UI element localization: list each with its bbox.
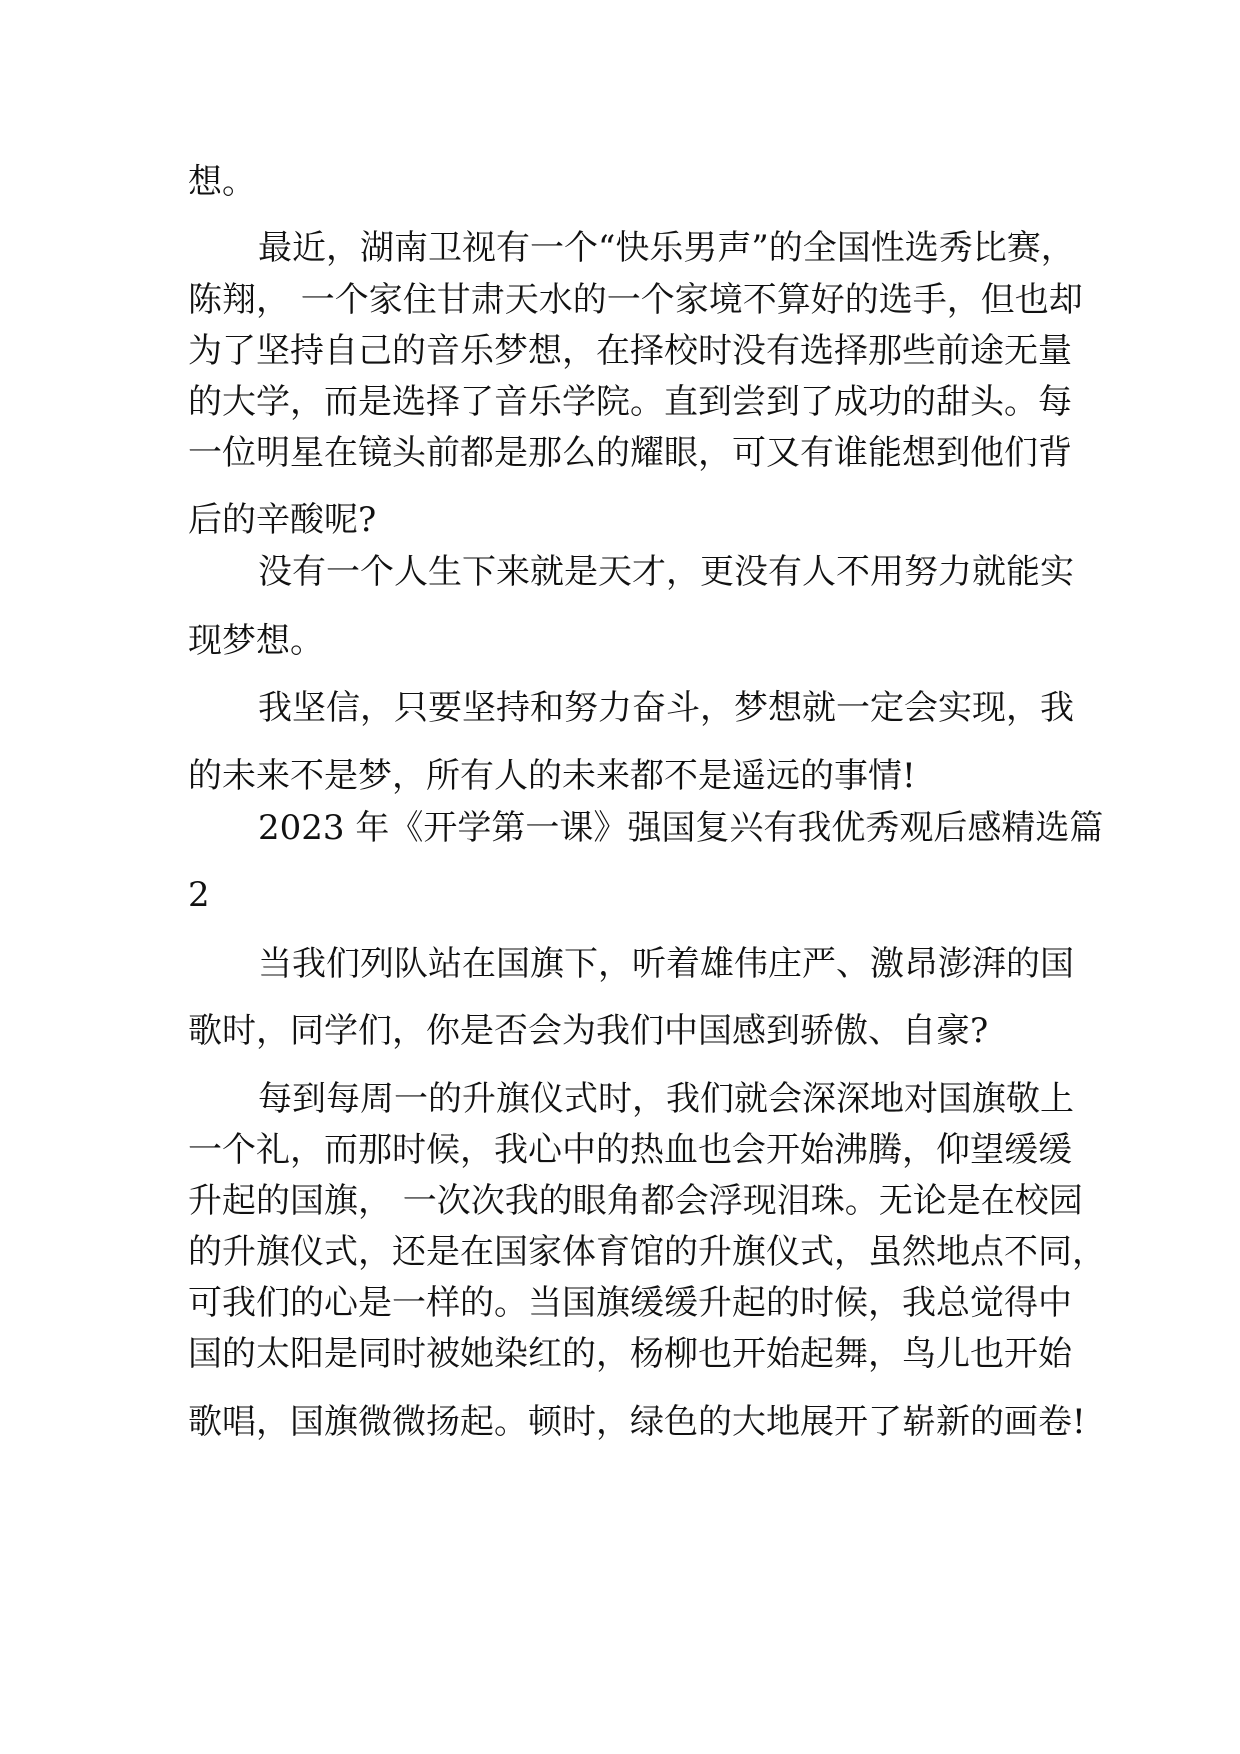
text-line: 为了坚持自己的音乐梦想，在择校时没有选择那些前途无量: [188, 331, 1072, 371]
text-line: 一位明星在镜头前都是那么的耀眼，可又有谁能想到他们背: [188, 433, 1072, 473]
section-heading-line: 2: [188, 875, 210, 915]
text-line: 歌时，同学们，你是否会为我们中国感到骄傲、自豪?: [188, 1011, 989, 1051]
section-heading-line: 2023 年《开学第一课》强国复兴有我优秀观后感精选篇: [258, 808, 1104, 848]
text-line: 歌唱，国旗微微扬起。顿时，绿色的大地展开了崭新的画卷!: [188, 1402, 1086, 1442]
text-line: 可我们的心是一样的。当国旗缓缓升起的时候，我总觉得中: [188, 1283, 1072, 1323]
text-line: 升起的国旗， 一次次我的眼角都会浮现泪珠。无论是在校园: [188, 1181, 1083, 1221]
text-line: 的大学，而是选择了音乐学院。直到尝到了成功的甜头。每: [188, 382, 1072, 422]
text-line: 现梦想。: [188, 621, 324, 661]
paragraph-first-line: 我坚信，只要坚持和努力奋斗，梦想就一定会实现，我: [258, 688, 1074, 728]
paragraph-first-line: 当我们列队站在国旗下，听着雄伟庄严、激昂澎湃的国: [258, 944, 1074, 984]
text-line: 的升旗仪式，还是在国家体育馆的升旗仪式，虽然地点不同，: [188, 1232, 1106, 1272]
paragraph-first-line: 最近，湖南卫视有一个“快乐男声”的全国性选秀比赛，: [258, 228, 1075, 268]
text-line: 想。: [188, 162, 256, 202]
text-line: 一个礼，而那时候，我心中的热血也会开始沸腾，仰望缓缓: [188, 1130, 1072, 1170]
paragraph-first-line: 没有一个人生下来就是天才，更没有人不用努力就能实: [258, 552, 1074, 592]
paragraph-first-line: 每到每周一的升旗仪式时，我们就会深深地对国旗敬上: [258, 1079, 1074, 1119]
text-line: 陈翔， 一个家住甘肃天水的一个家境不算好的选手，但也却: [188, 280, 1083, 320]
text-line: 国的太阳是同时被她染红的，杨柳也开始起舞，鸟儿也开始: [188, 1334, 1072, 1374]
text-line: 的未来不是梦，所有人的未来都不是遥远的事情!: [188, 756, 916, 796]
text-line: 后的辛酸呢?: [188, 500, 377, 540]
